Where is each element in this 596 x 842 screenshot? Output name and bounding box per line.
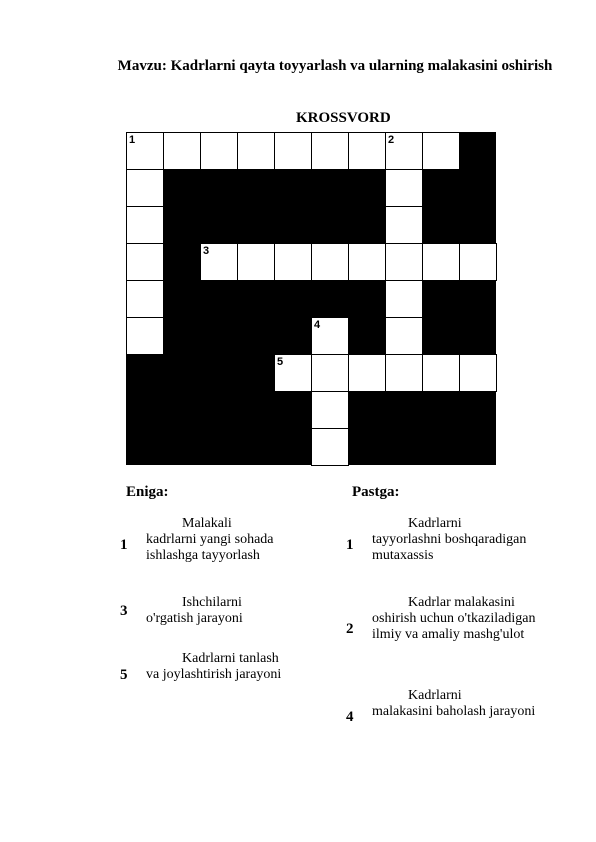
crossword-cell[interactable] — [422, 243, 460, 281]
clue-number: 1 — [346, 537, 354, 553]
crossword-cell[interactable] — [348, 132, 386, 170]
clue-number: 3 — [120, 603, 128, 619]
crossword-cell[interactable] — [311, 428, 349, 466]
crossword-cell[interactable] — [422, 132, 460, 170]
crossword-cell[interactable] — [126, 280, 164, 318]
cell-number: 5 — [277, 356, 284, 368]
crossword-cell[interactable] — [385, 317, 423, 355]
crossword-cell[interactable] — [385, 132, 423, 170]
crossword-grid — [126, 132, 496, 465]
crossword-cell[interactable] — [311, 132, 349, 170]
clue-text: Kadrlarni malakasini baholash jarayoni — [372, 688, 536, 719]
clue-text: Kadrlar malakasini oshirish uchun o'tkaziladigan ilmiy va amaliy mashg'ulot — [372, 595, 536, 642]
cell-number: 1 — [129, 134, 136, 146]
crossword-cell[interactable] — [126, 132, 164, 170]
clue-text: Kadrlarni tanlash va joylashtirish jarayoni — [146, 651, 282, 682]
crossword-cell[interactable] — [385, 243, 423, 281]
crossword-cell[interactable] — [311, 391, 349, 429]
clue-text: Kadrlarni tayyorlashni boshqaradigan mutaxassis — [372, 516, 527, 563]
across-heading: Eniga: — [126, 484, 169, 500]
crossword-cell[interactable] — [459, 354, 497, 392]
crossword-cell[interactable] — [385, 280, 423, 318]
crossword-cell[interactable] — [385, 206, 423, 244]
crossword-cell[interactable] — [385, 354, 423, 392]
down-heading: Pastga: — [352, 484, 400, 500]
cell-number: 2 — [388, 134, 395, 146]
crossword-cell[interactable] — [311, 354, 349, 392]
clue-number: 1 — [120, 537, 128, 553]
clue-number: 4 — [346, 709, 354, 725]
crossword-cell[interactable] — [348, 243, 386, 281]
crossword-cell[interactable] — [274, 132, 312, 170]
crossword-cell[interactable] — [459, 243, 497, 281]
crossword-cell[interactable] — [126, 317, 164, 355]
clue-text: Malakali kadrlarni yangi sohada ishlashga tayyorlash — [146, 516, 274, 563]
cell-number: 3 — [203, 245, 210, 257]
cell-number: 4 — [314, 319, 321, 331]
crossword-cell[interactable] — [422, 354, 460, 392]
crossword-cell[interactable] — [311, 243, 349, 281]
clue-text: Ishchilarni o'rgatish jarayoni — [146, 595, 243, 626]
crossword-cell[interactable] — [163, 132, 201, 170]
page-title: Mavzu: Kadrlarni qayta toyyarlash va ularning malakasini oshirish — [117, 58, 553, 74]
crossword-cell[interactable] — [126, 206, 164, 244]
crossword-cell[interactable] — [274, 243, 312, 281]
crossword-cell[interactable] — [274, 354, 312, 392]
crossword-cell[interactable] — [126, 243, 164, 281]
crossword-cell[interactable] — [237, 132, 275, 170]
clue-number: 5 — [120, 667, 128, 683]
crossword-title: KROSSVORD — [296, 110, 391, 126]
crossword-cell[interactable] — [200, 132, 238, 170]
crossword-cell[interactable] — [237, 243, 275, 281]
crossword-cell[interactable] — [200, 243, 238, 281]
clue-number: 2 — [346, 621, 354, 637]
crossword-cell[interactable] — [385, 169, 423, 207]
crossword-cell[interactable] — [348, 354, 386, 392]
crossword-cell[interactable] — [126, 169, 164, 207]
crossword-cell[interactable] — [311, 317, 349, 355]
